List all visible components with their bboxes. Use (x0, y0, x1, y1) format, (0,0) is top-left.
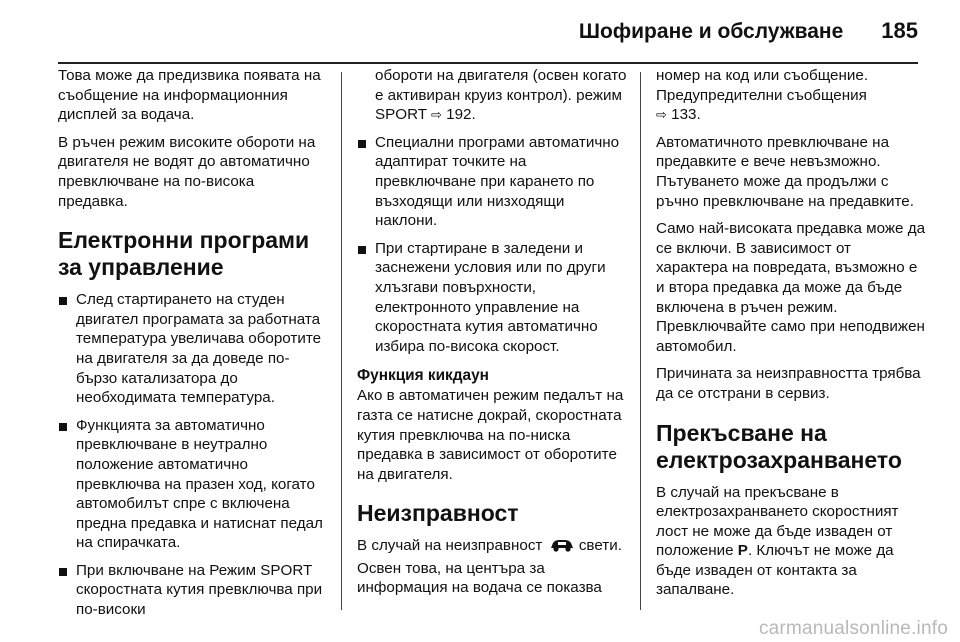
paragraph: Само най-високата предавка може да се включи. В зависимост от характера на повредата, възможно е и втора предавка да може да бъде включена в ръчен режим. Превключвайте само при неподвижен автомобил. (656, 220, 926, 355)
header-rule (58, 62, 918, 64)
continued-text: обороти на двигателя (освен когато е активиран круиз контрол). режим SPORT (375, 67, 627, 124)
fault-text: В случай на неизправност (357, 537, 547, 555)
watermark: carmanualsonline.info (758, 618, 948, 639)
section-heading-kickdown: Функция кикдаун (357, 367, 489, 385)
column-divider (341, 72, 342, 610)
page-reference[interactable]: 192. (446, 106, 476, 124)
page-number: 185 (881, 18, 918, 43)
list-item: При включване на Режим SPORT скоростната кутия превключва при по-високи (58, 561, 328, 620)
list-item: След стартирането на студен двигател програмата за работната температура увеличава оборотите на двигателя за да доведе по-бързо катализатора до необходимата температура. (58, 290, 328, 408)
paragraph: Автоматичното превключване на предавките е вече невъзможно. Пътуването може да продължи с ръчно превключване на предавките. (656, 133, 914, 210)
column-1 (58, 66, 328, 628)
paragraph: Причината за неизправността трябва да се отстрани в сервиз. (656, 365, 921, 402)
header-title: Шофиране и обслужване (578, 20, 844, 43)
paragraph-text: . Ключът не може да бъде изваден от контакта за запалване. (656, 542, 894, 599)
section-heading-electronic-programs: Електронни програми за управление (58, 227, 310, 281)
paragraph: В ръчен режим високите обороти на двигателя не водят до автоматично превключване на по-висока предавка. (58, 133, 316, 210)
page-header (579, 18, 918, 52)
paragraph-continued (357, 66, 627, 125)
bullet-list (58, 290, 328, 620)
column-3 (656, 66, 926, 608)
paragraph: Това може да предизвика появата на съобщение на информационния дисплей за водача. (58, 67, 321, 124)
paragraph (656, 66, 926, 125)
column-2 (357, 66, 627, 606)
section-heading-power-interruption: Прекъсване на електрозахранването (656, 419, 902, 473)
bullet-list (357, 133, 627, 357)
gear-position-label: P (737, 542, 748, 560)
section-heading-fault: Неизправност (357, 500, 519, 527)
page-reference-icon: ⇨ (656, 107, 667, 123)
column-divider (640, 72, 641, 610)
car-wrench-icon (549, 537, 575, 559)
paragraph-text: В случай на прекъсване в електрозахранването скоростният лост не може да бъде изваден от положение (656, 483, 899, 560)
paragraph (357, 536, 627, 598)
paragraph-text: номер на код или съобщение. Предупредителни съобщения (656, 67, 869, 104)
page-reference-icon: ⇨ (431, 107, 442, 123)
paragraph: Ако в автоматичен режим педалът на газта се натисне докрай, скоростната кутия превключва на по-ниска предавка в зависимост от оборотите на двигателя. (357, 387, 624, 483)
fault-text-continued: свети. Освен това, на центъра за информация на водача се показва (357, 537, 622, 597)
list-item: Функцията за автоматично превключване в неутрално положение автоматично превключва на празен ход, когато автомобилът спре с включена предна предавка и натиснат педал на спирачката. (58, 416, 328, 553)
list-item: При стартиране в заледени и заснежени условия или по други хлъзгави повърхности, електронното управление на скоростната кутия автоматично избира по-висока скорост. (357, 239, 627, 357)
page-reference[interactable]: 133. (671, 106, 701, 124)
paragraph (656, 483, 926, 601)
list-item: Специални програми автоматично адаптират точките на превключване при карането по възходящи или низходящи наклони. (357, 133, 627, 231)
